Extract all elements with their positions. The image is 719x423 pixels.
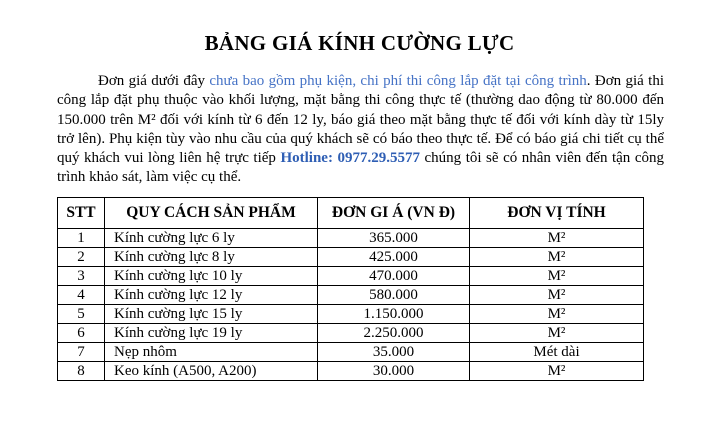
cell-product: Keo kính (A500, A200) — [105, 361, 318, 380]
cell-unit: Mét dài — [470, 342, 644, 361]
table-row — [58, 323, 644, 342]
cell-unit: M² — [470, 247, 644, 266]
cell-stt: 3 — [58, 266, 105, 285]
cell-price: 30.000 — [318, 361, 470, 380]
cell-product: Kính cường lực 10 ly — [105, 266, 318, 285]
table-row — [58, 285, 644, 304]
cell-price: 470.000 — [318, 266, 470, 285]
hotline-link[interactable]: Hotline: 0977.29.5577 — [280, 150, 420, 167]
cell-unit: M² — [470, 285, 644, 304]
table-row — [58, 228, 644, 247]
cell-product: Kính cường lực 19 ly — [105, 323, 318, 342]
cell-stt: 5 — [58, 304, 105, 323]
cell-price: 365.000 — [318, 228, 470, 247]
intro-lead-text: Đơn giá dưới đây — [98, 73, 210, 89]
col-header-price: ĐƠN GI Á (VN Đ) — [318, 197, 470, 228]
table-row — [58, 266, 644, 285]
cell-product: Kính cường lực 6 ly — [105, 228, 318, 247]
intro-middle-text: . Đơn giá thi công lắp đặt phụ thuộc vào khối lượng, mặt bằng thi công thực tế (thường dao động từ 80.000 đến 150.000 trên M² đối với kính từ 6 đến 12 ly, báo giá theo mặt bằng thực tế đối với kính dày từ 15ly trở lên). Phụ kiện tùy vào nhu cầu của quý khách sẽ có báo theo thực tế. Để có báo giá chi tiết cụ thể quý khách vui lòng liên hệ trực tiếp — [57, 73, 664, 167]
table-header-row — [58, 197, 644, 228]
col-header-unit: ĐƠN VỊ TÍNH — [470, 197, 644, 228]
cell-product: Kính cường lực 8 ly — [105, 247, 318, 266]
cell-price: 1.150.000 — [318, 304, 470, 323]
page-title: BẢNG GIÁ KÍNH CƯỜNG LỰC — [204, 31, 515, 55]
col-header-product: QUY CÁCH SẢN PHẨM — [105, 197, 318, 228]
cell-stt: 7 — [58, 342, 105, 361]
col-header-stt: STT — [58, 197, 105, 228]
intro-tail-text: chúng tôi sẽ có nhân viên đến tận công trình khảo sát, làm việc cụ thể. — [57, 150, 664, 186]
cell-unit: M² — [470, 361, 644, 380]
cell-unit: M² — [470, 266, 644, 285]
cell-price: 2.250.000 — [318, 323, 470, 342]
cell-unit: M² — [470, 304, 644, 323]
cell-stt: 1 — [58, 228, 105, 247]
table-row — [58, 304, 644, 323]
cell-price: 580.000 — [318, 285, 470, 304]
table-row — [58, 342, 644, 361]
cell-product: Kính cường lực 12 ly — [105, 285, 318, 304]
table-row — [58, 247, 644, 266]
cell-price: 35.000 — [318, 342, 470, 361]
cell-stt: 2 — [58, 247, 105, 266]
intro-blue-phrase: chưa bao gồm phụ kiện, chi phí thi công lắp đặt tại công trình — [209, 73, 587, 89]
cell-unit: M² — [470, 323, 644, 342]
price-table — [57, 197, 644, 381]
cell-product: Nẹp nhôm — [105, 342, 318, 361]
cell-stt: 6 — [58, 323, 105, 342]
table-row — [58, 361, 644, 380]
intro-paragraph — [57, 72, 664, 188]
cell-stt: 4 — [58, 285, 105, 304]
cell-unit: M² — [470, 228, 644, 247]
cell-product: Kính cường lực 15 ly — [105, 304, 318, 323]
cell-price: 425.000 — [318, 247, 470, 266]
cell-stt: 8 — [58, 361, 105, 380]
